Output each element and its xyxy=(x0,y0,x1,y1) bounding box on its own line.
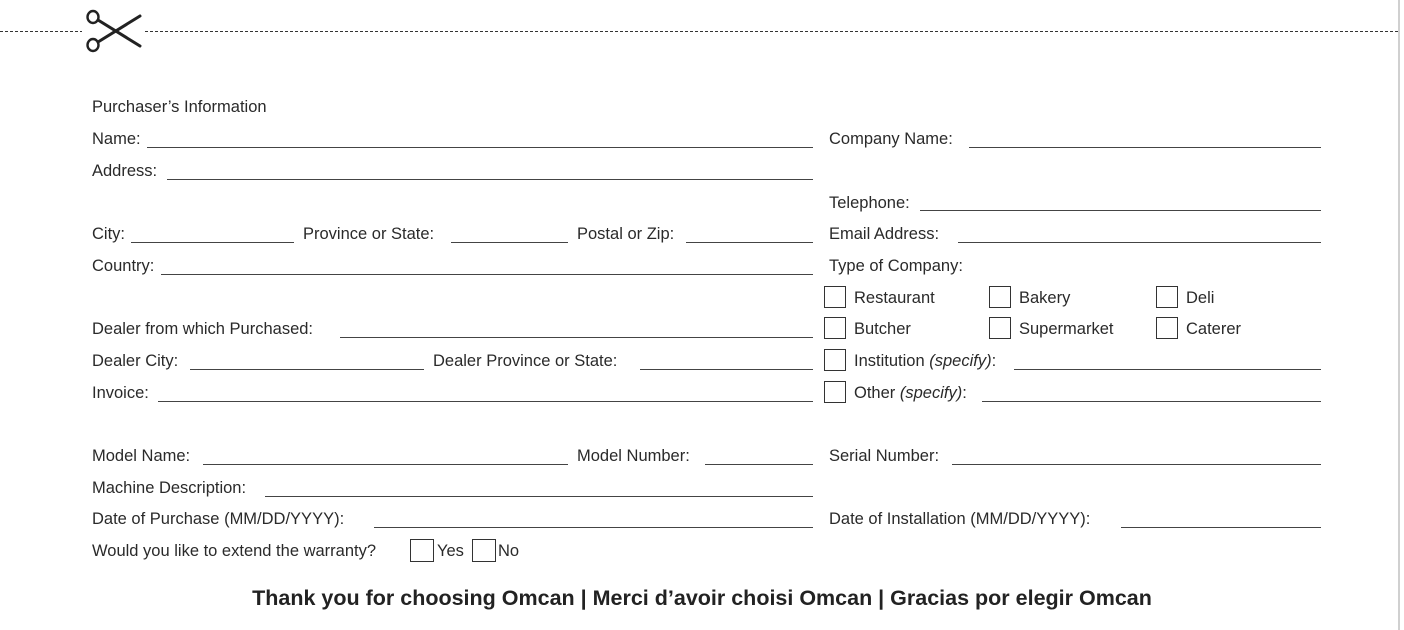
caterer-checkbox[interactable] xyxy=(1156,317,1178,339)
date-installation-field[interactable] xyxy=(1121,527,1321,528)
supermarket-label: Supermarket xyxy=(1019,320,1114,338)
address-field[interactable] xyxy=(167,179,813,180)
deli-label: Deli xyxy=(1186,289,1215,307)
machine-description-label: Machine Description: xyxy=(92,479,247,497)
model-number-field[interactable] xyxy=(705,464,813,465)
cut-line xyxy=(0,31,1398,32)
institution-text: Institution xyxy=(854,352,925,370)
other-checkbox[interactable] xyxy=(824,381,846,403)
warranty-no-label: No xyxy=(498,542,520,560)
page-edge xyxy=(1398,0,1400,630)
institution-specify-field[interactable] xyxy=(1014,369,1321,370)
model-name-field[interactable] xyxy=(203,464,568,465)
dealer-province-field[interactable] xyxy=(640,369,813,370)
dealer-province-label: Dealer Province or State: xyxy=(433,352,618,370)
dealer-purchased-field[interactable] xyxy=(340,337,813,338)
other-specify: (specify) xyxy=(899,384,963,402)
restaurant-checkbox[interactable] xyxy=(824,286,846,308)
caterer-label: Caterer xyxy=(1186,320,1242,338)
telephone-label: Telephone: xyxy=(829,194,910,212)
bakery-label: Bakery xyxy=(1019,289,1071,307)
dealer-purchased-label: Dealer from which Purchased: xyxy=(92,320,314,338)
country-label: Country: xyxy=(92,257,155,275)
city-label: City: xyxy=(92,225,125,243)
country-field[interactable] xyxy=(161,274,813,275)
warranty-no-checkbox[interactable] xyxy=(472,539,496,562)
model-number-label: Model Number: xyxy=(577,447,690,465)
postal-zip-label: Postal or Zip: xyxy=(577,225,675,243)
invoice-field[interactable] xyxy=(158,401,813,402)
warranty-yes-checkbox[interactable] xyxy=(410,539,434,562)
company-name-label: Company Name: xyxy=(829,130,953,148)
thank-you-footer: Thank you for choosing Omcan | Merci d’avoir choisi Omcan | Gracias por elegir Omcan xyxy=(252,586,1152,610)
postal-zip-field[interactable] xyxy=(686,242,813,243)
date-purchase-field[interactable] xyxy=(374,527,813,528)
other-colon: : xyxy=(962,384,967,402)
extend-warranty-label: Would you like to extend the warranty? xyxy=(92,542,377,560)
institution-specify: (specify) xyxy=(929,352,992,370)
telephone-field[interactable] xyxy=(920,210,1321,211)
type-of-company-label: Type of Company: xyxy=(829,257,963,275)
dealer-city-label: Dealer City: xyxy=(92,352,179,370)
supermarket-checkbox[interactable] xyxy=(989,317,1011,339)
name-field[interactable] xyxy=(147,147,813,148)
city-field[interactable] xyxy=(131,242,294,243)
other-label xyxy=(854,383,967,403)
butcher-label: Butcher xyxy=(854,320,911,338)
serial-number-label: Serial Number: xyxy=(829,447,940,465)
warranty-yes-label: Yes xyxy=(437,542,464,560)
serial-number-field[interactable] xyxy=(952,464,1321,465)
company-name-field[interactable] xyxy=(969,147,1321,148)
model-name-label: Model Name: xyxy=(92,447,191,465)
date-purchase-label: Date of Purchase (MM/DD/YYYY): xyxy=(92,510,345,528)
address-label: Address: xyxy=(92,162,158,180)
name-label: Name: xyxy=(92,130,141,148)
date-installation-label: Date of Installation (MM/DD/YYYY): xyxy=(829,510,1091,528)
email-label: Email Address: xyxy=(829,225,940,243)
bakery-checkbox[interactable] xyxy=(989,286,1011,308)
section-title: Purchaser’s Information xyxy=(92,98,267,116)
deli-checkbox[interactable] xyxy=(1156,286,1178,308)
province-state-label: Province or State: xyxy=(303,225,435,243)
province-state-field[interactable] xyxy=(451,242,568,243)
institution-colon: : xyxy=(991,352,997,370)
institution-checkbox[interactable] xyxy=(824,349,846,371)
machine-description-field[interactable] xyxy=(265,496,813,497)
butcher-checkbox[interactable] xyxy=(824,317,846,339)
invoice-label: Invoice: xyxy=(92,384,149,402)
other-specify-field[interactable] xyxy=(982,401,1321,402)
email-field[interactable] xyxy=(958,242,1321,243)
other-text: Other xyxy=(854,384,896,402)
scissors-icon xyxy=(82,8,144,54)
restaurant-label: Restaurant xyxy=(854,289,935,307)
dealer-city-field[interactable] xyxy=(190,369,424,370)
institution-label xyxy=(854,351,996,371)
